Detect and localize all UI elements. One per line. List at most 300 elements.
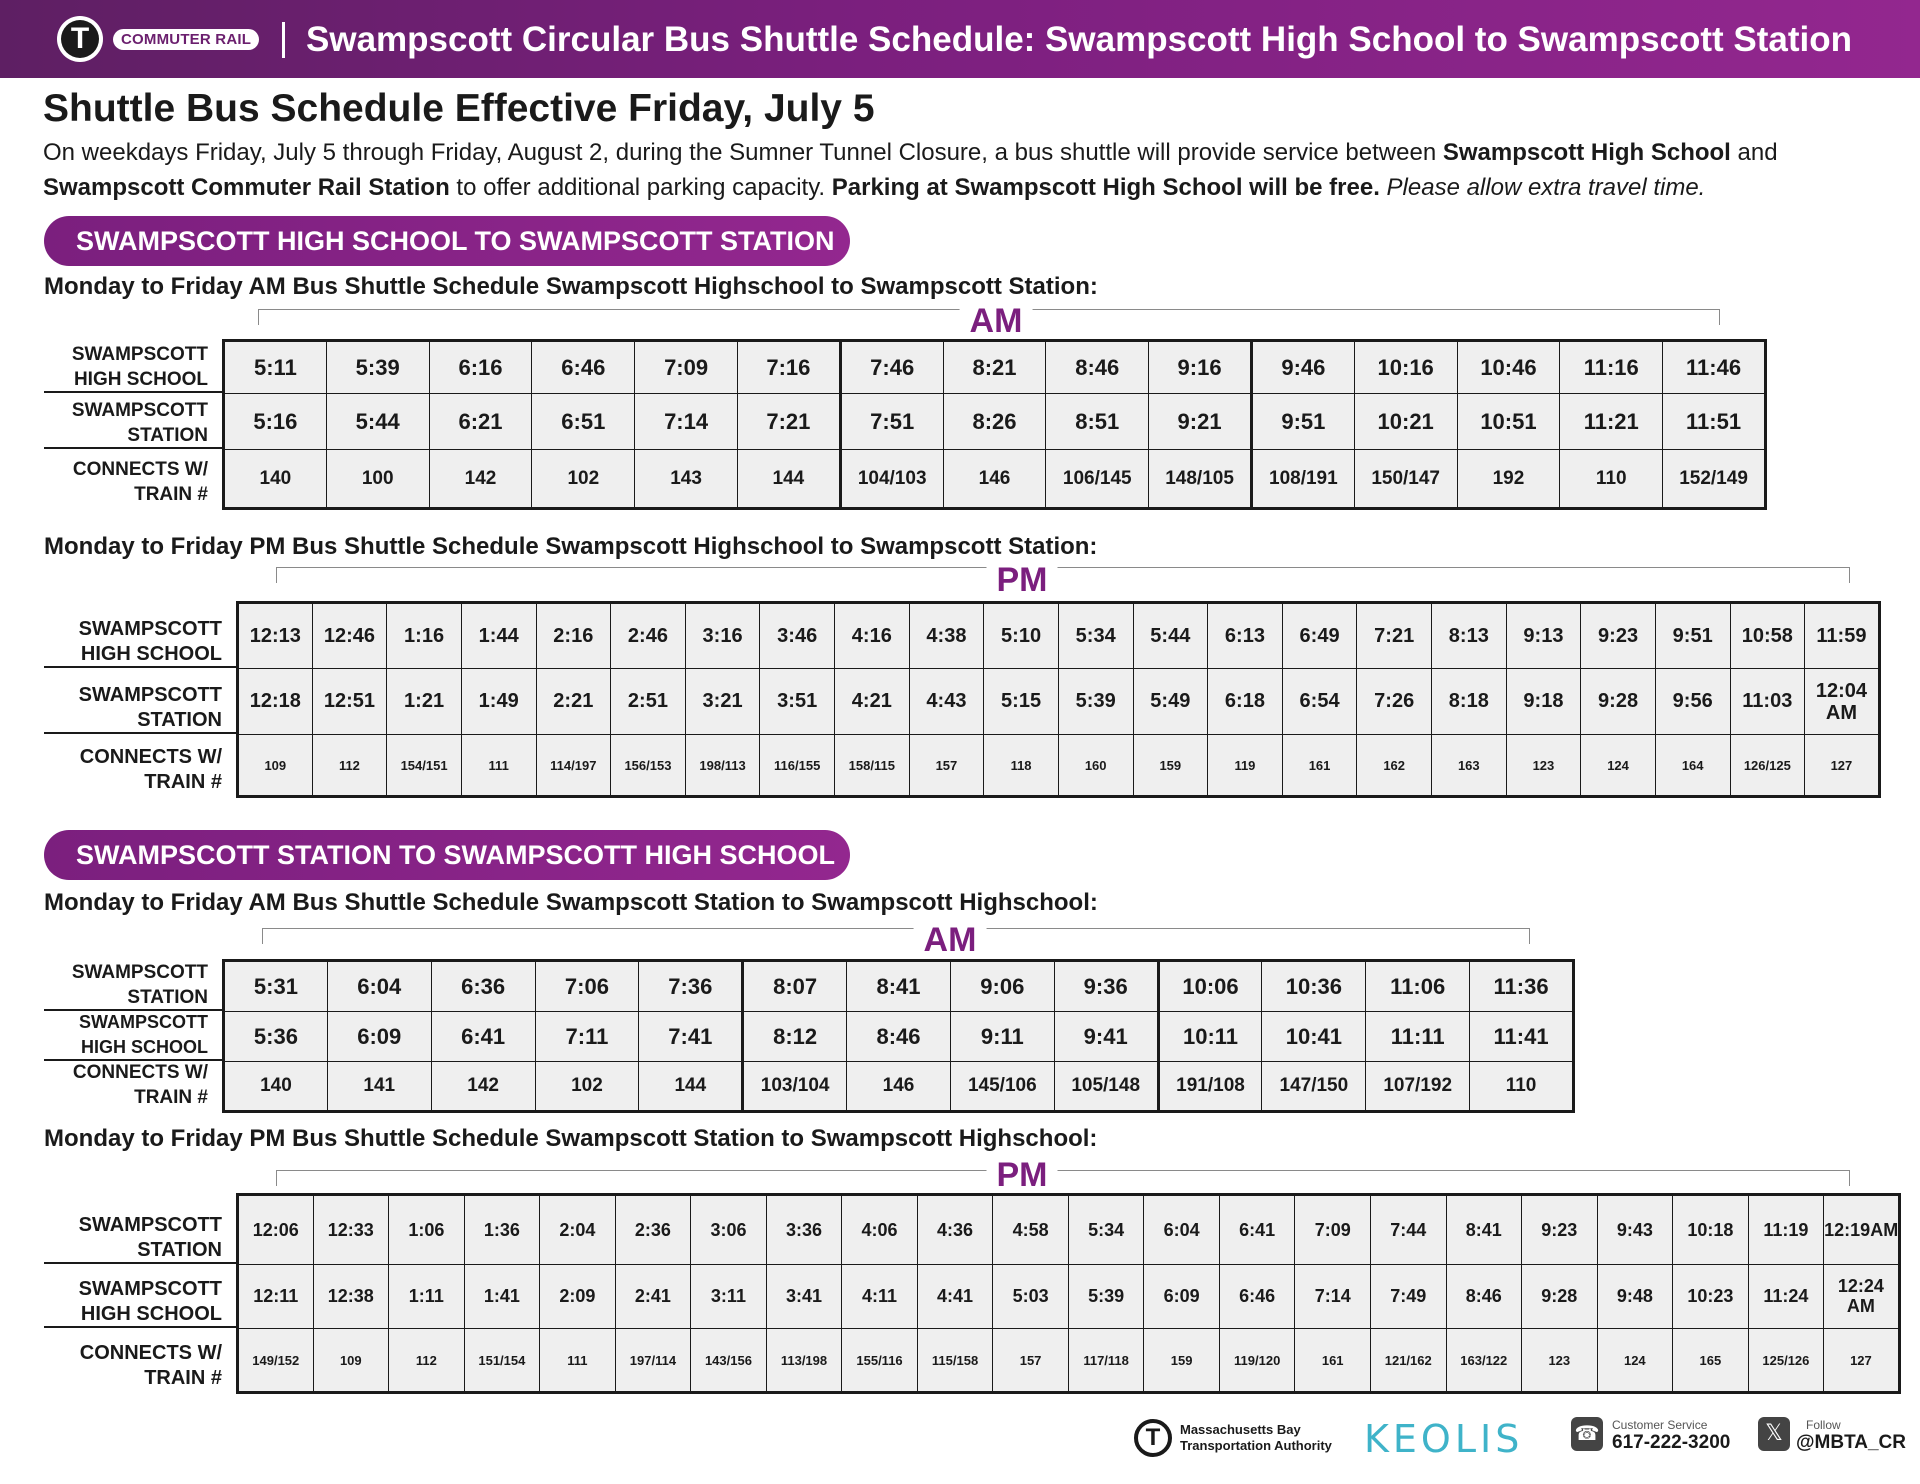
period-label-pm: PM [987, 563, 1058, 597]
row-label-line: CONNECTS W/ [79, 746, 222, 768]
row-label-line: SWAMPSCOTT [78, 618, 222, 640]
row-label-line: TRAIN # [144, 1367, 222, 1389]
schedule-cell: 109 [238, 735, 313, 797]
schedule-cell: 10:11 [1158, 1012, 1262, 1062]
schedule-cell: 160 [1058, 735, 1133, 797]
schedule-cell: 127 [1824, 1329, 1900, 1393]
row-label-line: HIGH SCHOOL [80, 643, 222, 665]
schedule-cell: 6:41 [1219, 1195, 1295, 1265]
schedule-cell: 9:06 [950, 961, 1054, 1012]
schedule-cell: 102 [535, 1062, 639, 1112]
page-title: Shuttle Bus Schedule Effective Friday, July 5 [43, 87, 875, 130]
schedule-cell: 7:36 [639, 961, 743, 1012]
schedule-cell: 152/149 [1663, 450, 1766, 509]
schedule-cell: 6:54 [1282, 669, 1357, 735]
schedule-cell: 3:06 [691, 1195, 767, 1265]
schedule-cell: 5:16 [224, 394, 327, 450]
schedule-cell: 9:23 [1581, 603, 1656, 669]
row-label-line: TRAIN # [134, 1087, 208, 1108]
pm-bracket [276, 1170, 1850, 1186]
row-label-line: STATION [127, 425, 208, 446]
schedule-cell: 192 [1457, 450, 1560, 509]
schedule-cell: 140 [224, 450, 327, 509]
schedule-cell: 9:56 [1655, 669, 1730, 735]
row-label [44, 667, 236, 733]
intro-text-3: to offer additional parking capacity. [449, 174, 832, 201]
row-label-line: TRAIN # [144, 771, 222, 793]
row-label [44, 1327, 236, 1391]
schedule-cell: 142 [431, 1062, 535, 1112]
x-social-icon: 𝕏 [1758, 1417, 1790, 1451]
row-label-line: SWAMPSCOTT [71, 400, 208, 421]
schedule-cell: 1:16 [387, 603, 462, 669]
schedule-cell: 12:46 [312, 603, 387, 669]
schedule-cell: 112 [312, 735, 387, 797]
schedule-table [222, 339, 1767, 510]
schedule-cell: 9:36 [1054, 961, 1158, 1012]
schedule-cell: 151/154 [464, 1329, 540, 1393]
schedule-cell: 4:58 [993, 1195, 1069, 1265]
schedule-cell: 127 [1805, 735, 1880, 797]
schedule-cell: 9:16 [1149, 341, 1252, 394]
schedule-cell: 1:36 [464, 1195, 540, 1265]
schedule-cell: 112 [389, 1329, 465, 1393]
intro-italic: Please allow extra travel time. [1386, 174, 1706, 201]
schedule-cell: 11:51 [1663, 394, 1766, 450]
schedule-cell: 9:46 [1251, 341, 1354, 394]
row-label-line: SWAMPSCOTT [71, 962, 208, 983]
schedule-cell: 116/155 [760, 735, 835, 797]
schedule-cell: 9:48 [1597, 1265, 1673, 1329]
schedule-cell: 8:46 [847, 1012, 951, 1062]
row-label [44, 1263, 236, 1327]
row-label-line: SWAMPSCOTT [78, 1278, 222, 1300]
schedule-cell: 10:23 [1673, 1265, 1749, 1329]
schedule-cell: 12:24 AM [1824, 1265, 1900, 1329]
row-label-line: SWAMPSCOTT [78, 1214, 222, 1236]
schedule-cell: 158/115 [835, 735, 910, 797]
schedule-cell: 11:06 [1366, 961, 1470, 1012]
schedule-cell: 143/156 [691, 1329, 767, 1393]
schedule-cell: 161 [1282, 735, 1357, 797]
footer-mbta-logo [1134, 1419, 1332, 1457]
schedule-cell: 1:21 [387, 669, 462, 735]
schedule-cell: 6:41 [431, 1012, 535, 1062]
schedule-cell: 10:06 [1158, 961, 1262, 1012]
row-label-line: CONNECTS W/ [72, 1062, 208, 1083]
schedule-cell: 11:24 [1748, 1265, 1824, 1329]
schedule-cell: 117/118 [1068, 1329, 1144, 1393]
schedule-cell: 5:36 [224, 1012, 328, 1062]
schedule-cell: 5:34 [1068, 1195, 1144, 1265]
row-label-line: SWAMPSCOTT [78, 684, 222, 706]
schedule-cell: 5:11 [224, 341, 327, 394]
schedule-cell: 141 [327, 1062, 431, 1112]
schedule-cell: 102 [532, 450, 635, 509]
schedule-cell: 105/148 [1054, 1062, 1158, 1112]
schedule-cell: 146 [847, 1062, 951, 1112]
schedule-cell: 6:13 [1208, 603, 1283, 669]
row-label-line: STATION [137, 1239, 222, 1261]
schedule-cell: 121/162 [1370, 1329, 1446, 1393]
schedule-cell: 9:11 [950, 1012, 1054, 1062]
row-label [44, 448, 222, 507]
schedule-cell: 156/153 [611, 735, 686, 797]
schedule-cell: 11:03 [1730, 669, 1805, 735]
schedule-cell: 5:15 [984, 669, 1059, 735]
schedule-cell: 11:16 [1560, 341, 1663, 394]
schedule-cell: 1:44 [461, 603, 536, 669]
period-label-am: AM [914, 923, 987, 957]
schedule-cell: 144 [639, 1062, 743, 1112]
row-label [44, 959, 222, 1010]
schedule-cell: 119/120 [1219, 1329, 1295, 1393]
customer-service-label: Customer Service [1612, 1418, 1708, 1432]
schedule-cell: 3:36 [766, 1195, 842, 1265]
schedule-cell: 5:44 [1133, 603, 1208, 669]
schedule-cell: 1:06 [389, 1195, 465, 1265]
schedule-cell: 142 [429, 450, 532, 509]
phone-icon: ☎ [1571, 1417, 1603, 1451]
schedule-cell: 7:41 [639, 1012, 743, 1062]
schedule-cell: 7:11 [535, 1012, 639, 1062]
schedule-cell: 163 [1432, 735, 1507, 797]
schedule-cell: 9:28 [1522, 1265, 1598, 1329]
schedule-cell: 124 [1581, 735, 1656, 797]
schedule-cell: 1:49 [461, 669, 536, 735]
schedule-cell: 111 [461, 735, 536, 797]
schedule-cell: 10:16 [1354, 341, 1457, 394]
schedule-cell: 12:38 [313, 1265, 389, 1329]
schedule-cell: 7:46 [840, 341, 943, 394]
schedule-cell: 2:51 [611, 669, 686, 735]
row-label [44, 733, 236, 795]
table-row [238, 669, 1880, 735]
commuter-rail-badge: COMMUTER RAIL [113, 29, 259, 50]
schedule-cell: 150/147 [1354, 450, 1457, 509]
schedule-cell: 108/191 [1251, 450, 1354, 509]
schedule-cell: 5:49 [1133, 669, 1208, 735]
schedule-cell: 8:18 [1432, 669, 1507, 735]
social-handle[interactable]: @MBTA_CR [1796, 1432, 1907, 1453]
schedule-cell: 11:11 [1366, 1012, 1470, 1062]
schedule-cell: 197/114 [615, 1329, 691, 1393]
schedule-cell: 124 [1597, 1329, 1673, 1393]
schedule-cell: 6:18 [1208, 669, 1283, 735]
schedule-cell: 110 [1560, 450, 1663, 509]
header-bar [0, 0, 1920, 78]
schedule-cell: 4:16 [835, 603, 910, 669]
row-labels [44, 1193, 236, 1391]
schedule-cell: 10:41 [1262, 1012, 1366, 1062]
table-row [224, 961, 1574, 1012]
mbta-name-line1: Massachusetts Bay [1180, 1422, 1301, 1437]
schedule-cell: 7:51 [840, 394, 943, 450]
schedule-cell: 5:39 [1058, 669, 1133, 735]
schedule-cell: 7:09 [635, 341, 738, 394]
mbta-t-logo-icon [57, 16, 103, 62]
row-label-line: CONNECTS W/ [79, 1342, 222, 1364]
schedule-table [222, 959, 1575, 1113]
schedule-cell: 114/197 [536, 735, 611, 797]
schedule-cell: 10:51 [1457, 394, 1560, 450]
table-row [224, 394, 1766, 450]
schedule-cell: 125/126 [1748, 1329, 1824, 1393]
schedule-cell: 2:16 [536, 603, 611, 669]
schedule-cell: 12:51 [312, 669, 387, 735]
schedule-cell: 11:19 [1748, 1195, 1824, 1265]
schedule-cell: 7:14 [1295, 1265, 1371, 1329]
section-banner-station-to-hs: SWAMPSCOTT STATION TO SWAMPSCOTT HIGH SCHOOL [44, 830, 850, 880]
schedule-cell: 6:46 [532, 341, 635, 394]
schedule-table [236, 1193, 1901, 1394]
schedule-cell: 8:46 [1446, 1265, 1522, 1329]
schedule-cell: 118 [984, 735, 1059, 797]
schedule-cell: 5:34 [1058, 603, 1133, 669]
schedule-cell: 7:16 [737, 341, 840, 394]
schedule-cell: 6:49 [1282, 603, 1357, 669]
schedule-cell: 10:18 [1673, 1195, 1749, 1265]
schedule-cell: 6:51 [532, 394, 635, 450]
row-label [44, 1193, 236, 1263]
row-label [44, 392, 222, 448]
pm-bracket [276, 567, 1850, 583]
schedule-cell: 7:26 [1357, 669, 1432, 735]
schedule-cell: 159 [1133, 735, 1208, 797]
schedule-cell: 9:18 [1506, 669, 1581, 735]
schedule-cell: 7:09 [1295, 1195, 1371, 1265]
schedule-cell: 7:49 [1370, 1265, 1446, 1329]
schedule-cell: 10:36 [1262, 961, 1366, 1012]
schedule-cell: 5:39 [326, 341, 429, 394]
schedule-cell: 4:41 [917, 1265, 993, 1329]
schedule-cell: 12:18 [238, 669, 313, 735]
schedule-cell: 143 [635, 450, 738, 509]
schedule-cell: 4:36 [917, 1195, 993, 1265]
subhead-s1-am: Monday to Friday AM Bus Shuttle Schedule Swampscott Highschool to Swampscott Station: [44, 273, 1098, 300]
schedule-cell: 161 [1295, 1329, 1371, 1393]
schedule-cell: 9:21 [1149, 394, 1252, 450]
row-labels [44, 601, 236, 795]
header-divider [282, 22, 285, 58]
row-label-line: HIGH SCHOOL [80, 1037, 208, 1057]
schedule-cell: 157 [993, 1329, 1069, 1393]
schedule-cell: 9:43 [1597, 1195, 1673, 1265]
schedule-cell: 6:16 [429, 341, 532, 394]
schedule-cell: 12:13 [238, 603, 313, 669]
row-label-line: SWAMPSCOTT [71, 344, 208, 365]
schedule-cell: 111 [540, 1329, 616, 1393]
schedule-cell: 11:46 [1663, 341, 1766, 394]
table-row [224, 1062, 1574, 1112]
schedule-cell: 6:04 [1144, 1195, 1220, 1265]
schedule-cell: 2:21 [536, 669, 611, 735]
schedule-cell: 115/158 [917, 1329, 993, 1393]
schedule-cell: 113/198 [766, 1329, 842, 1393]
schedule-cell: 7:14 [635, 394, 738, 450]
table-row [238, 603, 1880, 669]
mbta-name-line2: Transportation Authority [1180, 1438, 1332, 1453]
schedule-table [236, 601, 1881, 798]
schedule-cell: 159 [1144, 1329, 1220, 1393]
schedule-cell: 5:44 [326, 394, 429, 450]
schedule-cell: 6:09 [1144, 1265, 1220, 1329]
subhead-s1-pm: Monday to Friday PM Bus Shuttle Schedule Swampscott Highschool to Swampscott Station: [44, 533, 1098, 560]
schedule-cell: 8:07 [743, 961, 847, 1012]
subhead-s2-pm: Monday to Friday PM Bus Shuttle Schedule Swampscott Station to Swampscott Highschool: [44, 1125, 1098, 1152]
schedule-cell: 154/151 [387, 735, 462, 797]
keolis-logo: KEOLIS [1364, 1417, 1524, 1461]
header-title: Swampscott Circular Bus Shuttle Schedule: Swampscott High School to Swampscott Station [306, 20, 1853, 59]
schedule-cell: 149/152 [238, 1329, 314, 1393]
mbta-t-letter: T [61, 20, 99, 58]
intro-text-1: On weekdays Friday, July 5 through Friday, August 2, during the Sumner Tunnel Closure, a bus shuttle will provide service between [43, 139, 1443, 166]
schedule-cell: 3:41 [766, 1265, 842, 1329]
schedule-cell: 146 [943, 450, 1046, 509]
schedule-cell: 7:21 [737, 394, 840, 450]
schedule-cell: 2:09 [540, 1265, 616, 1329]
schedule-cell: 1:11 [389, 1265, 465, 1329]
schedule-cell: 100 [326, 450, 429, 509]
row-label [44, 1010, 222, 1060]
schedule-cell: 198/113 [685, 735, 760, 797]
table-row [224, 1012, 1574, 1062]
schedule-cell: 11:41 [1470, 1012, 1574, 1062]
schedule-cell: 147/150 [1262, 1062, 1366, 1112]
schedule-cell: 9:41 [1054, 1012, 1158, 1062]
row-label [44, 1060, 222, 1110]
schedule-cell: 7:21 [1357, 603, 1432, 669]
row-label-line: TRAIN # [134, 484, 208, 505]
schedule-cell: 4:11 [842, 1265, 918, 1329]
schedule-cell: 11:21 [1560, 394, 1663, 450]
schedule-cell: 2:36 [615, 1195, 691, 1265]
schedule-cell: 6:46 [1219, 1265, 1295, 1329]
schedule-cell: 4:43 [909, 669, 984, 735]
schedule-cell: 155/116 [842, 1329, 918, 1393]
schedule-cell: 7:06 [535, 961, 639, 1012]
schedule-cell: 123 [1506, 735, 1581, 797]
row-label-line: HIGH SCHOOL [73, 369, 208, 390]
row-label-line: STATION [127, 987, 208, 1008]
schedule-cell: 8:13 [1432, 603, 1507, 669]
schedule-cell: 126/125 [1730, 735, 1805, 797]
schedule-cell: 6:04 [327, 961, 431, 1012]
schedule-cell: 4:38 [909, 603, 984, 669]
row-label [44, 601, 236, 667]
schedule-cell: 9:51 [1251, 394, 1354, 450]
subhead-s2-am: Monday to Friday AM Bus Shuttle Schedule Swampscott Station to Swampscott Highschool: [44, 889, 1098, 916]
schedule-cell: 11:36 [1470, 961, 1574, 1012]
period-label-am: AM [960, 304, 1033, 338]
schedule-cell: 123 [1522, 1329, 1598, 1393]
schedule-cell: 9:51 [1655, 603, 1730, 669]
schedule-cell: 162 [1357, 735, 1432, 797]
schedule-cell: 8:51 [1046, 394, 1149, 450]
intro-bold-2: Swampscott Commuter Rail Station [43, 174, 450, 201]
follow-label: Follow [1806, 1418, 1841, 1432]
period-label-pm: PM [987, 1158, 1058, 1192]
schedule-cell: 103/104 [743, 1062, 847, 1112]
intro-bold-3: Parking at Swampscott High School will be free. [831, 174, 1380, 201]
schedule-cell: 12:33 [313, 1195, 389, 1265]
row-label [44, 339, 222, 392]
schedule-cell: 157 [909, 735, 984, 797]
schedule-cell: 12:11 [238, 1265, 314, 1329]
schedule-cell: 6:09 [327, 1012, 431, 1062]
row-label-line: CONNECTS W/ [72, 459, 208, 480]
mbta-name [1180, 1422, 1332, 1454]
intro-paragraph [43, 135, 1893, 205]
schedule-cell: 119 [1208, 735, 1283, 797]
am-bracket [262, 928, 1530, 944]
table-row [238, 1195, 1900, 1265]
row-labels [44, 339, 222, 507]
schedule-cell: 164 [1655, 735, 1730, 797]
schedule-cell: 1:41 [464, 1265, 540, 1329]
schedule-cell: 107/192 [1366, 1062, 1470, 1112]
schedule-cell: 165 [1673, 1329, 1749, 1393]
schedule-cell: 109 [313, 1329, 389, 1393]
schedule-cell: 4:06 [842, 1195, 918, 1265]
schedule-cell: 8:12 [743, 1012, 847, 1062]
schedule-cell: 8:46 [1046, 341, 1149, 394]
schedule-cell: 2:04 [540, 1195, 616, 1265]
row-label-line: STATION [137, 709, 222, 731]
schedule-cell: 140 [224, 1062, 328, 1112]
schedule-cell: 3:51 [760, 669, 835, 735]
schedule-cell: 10:46 [1457, 341, 1560, 394]
schedule-cell: 8:21 [943, 341, 1046, 394]
schedule-cell: 10:21 [1354, 394, 1457, 450]
table-row [224, 450, 1766, 509]
schedule-cell: 5:10 [984, 603, 1059, 669]
schedule-cell: 8:41 [1446, 1195, 1522, 1265]
intro-bold-1: Swampscott High School [1442, 139, 1731, 166]
schedule-cell: 9:28 [1581, 669, 1656, 735]
schedule-cell: 110 [1470, 1062, 1574, 1112]
table-row [238, 1329, 1900, 1393]
row-labels [44, 959, 222, 1110]
mbta-t-icon: T [1134, 1419, 1172, 1457]
schedule-cell: 5:03 [993, 1265, 1069, 1329]
schedule-cell: 7:44 [1370, 1195, 1446, 1265]
schedule-cell: 163/122 [1446, 1329, 1522, 1393]
schedule-cell: 191/108 [1158, 1062, 1262, 1112]
section-banner-hs-to-station: SWAMPSCOTT HIGH SCHOOL TO SWAMPSCOTT STATION [44, 216, 850, 266]
schedule-cell: 11:59 [1805, 603, 1880, 669]
schedule-cell: 104/103 [840, 450, 943, 509]
schedule-cell: 5:39 [1068, 1265, 1144, 1329]
table-row [238, 1265, 1900, 1329]
schedule-cell: 6:21 [429, 394, 532, 450]
schedule-cell: 12:06 [238, 1195, 314, 1265]
intro-text-2: and [1730, 139, 1778, 166]
schedule-cell: 106/145 [1046, 450, 1149, 509]
schedule-cell: 145/106 [950, 1062, 1054, 1112]
schedule-cell: 3:11 [691, 1265, 767, 1329]
row-label-line: HIGH SCHOOL [80, 1303, 222, 1325]
schedule-cell: 3:16 [685, 603, 760, 669]
schedule-cell: 12:19AM [1824, 1195, 1900, 1265]
intro-text-4 [1380, 174, 1387, 201]
schedule-cell: 3:21 [685, 669, 760, 735]
schedule-cell: 5:31 [224, 961, 328, 1012]
schedule-cell: 2:41 [615, 1265, 691, 1329]
schedule-cell: 12:04 AM [1805, 669, 1880, 735]
schedule-cell: 9:23 [1522, 1195, 1598, 1265]
customer-service-phone[interactable]: 617-222-3200 [1612, 1432, 1731, 1453]
